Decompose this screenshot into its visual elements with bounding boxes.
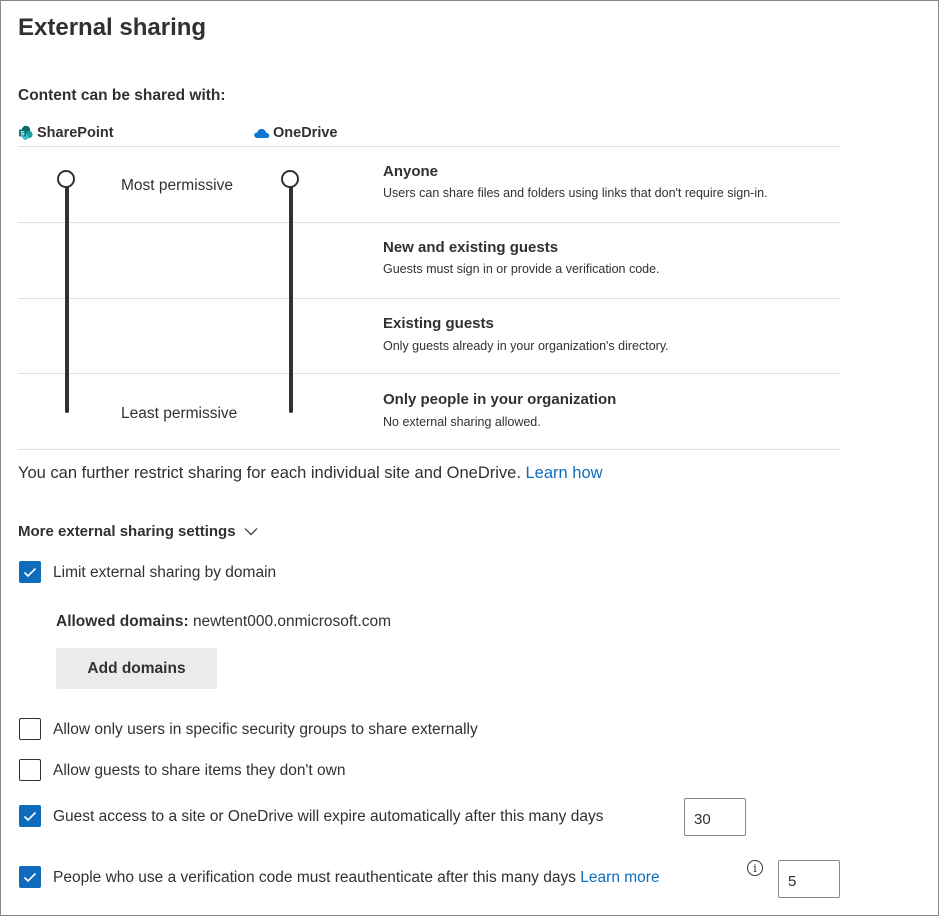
limit-domain-label: Limit external sharing by domain bbox=[53, 564, 277, 581]
restrict-sharing-info bbox=[18, 464, 603, 483]
onedrive-label: OneDrive bbox=[273, 125, 338, 141]
option-anyone-desc: Users can share files and folders using links that don't require sign-in. bbox=[383, 186, 768, 200]
sharepoint-header bbox=[18, 125, 114, 141]
option-new-existing-guests-desc: Guests must sign in or provide a verification code. bbox=[383, 262, 660, 276]
svg-text:S: S bbox=[20, 130, 25, 138]
option-anyone-title: Anyone bbox=[383, 163, 439, 180]
reauth-text: People who use a verification code must reauthenticate after this many days bbox=[53, 869, 576, 886]
guest-expire-days-input[interactable] bbox=[684, 798, 746, 836]
option-new-existing-guests-title: New and existing guests bbox=[383, 239, 559, 256]
reauth-days-input[interactable] bbox=[778, 860, 840, 898]
option-existing-guests-title: Existing guests bbox=[383, 315, 494, 332]
divider bbox=[18, 222, 840, 223]
checkmark-icon bbox=[23, 567, 37, 578]
guest-expire-checkbox[interactable] bbox=[19, 805, 41, 827]
limit-domain-checkbox[interactable] bbox=[19, 561, 41, 583]
divider bbox=[18, 298, 840, 299]
security-groups-label: Allow only users in specific security groups to share externally bbox=[53, 721, 478, 738]
chevron-down-icon bbox=[244, 527, 258, 536]
security-groups-checkbox[interactable] bbox=[19, 718, 41, 740]
more-sharing-settings-toggle[interactable] bbox=[18, 523, 258, 540]
reauth-checkbox[interactable] bbox=[19, 866, 41, 888]
guests-share-label: Allow guests to share items they don't own bbox=[53, 762, 346, 779]
least-permissive-label: Least permissive bbox=[121, 405, 238, 422]
content-shared-with-label: Content can be shared with: bbox=[18, 87, 226, 104]
onedrive-header bbox=[253, 125, 337, 141]
divider bbox=[18, 449, 840, 450]
allowed-domains-value: newtent000.onmicrosoft.com bbox=[192, 613, 392, 630]
guest-expire-label: Guest access to a site or OneDrive will expire automatically after this many days bbox=[53, 808, 604, 825]
checkmark-icon bbox=[23, 872, 37, 883]
info-icon[interactable]: i bbox=[747, 860, 763, 876]
onedrive-slider-handle[interactable] bbox=[281, 170, 299, 188]
checkmark-icon bbox=[23, 811, 37, 822]
more-sharing-settings-label: More external sharing settings bbox=[18, 523, 236, 540]
sharepoint-icon bbox=[18, 125, 34, 141]
learn-more-link[interactable]: Learn more bbox=[580, 869, 660, 886]
learn-how-link[interactable]: Learn how bbox=[525, 464, 603, 482]
divider bbox=[18, 146, 840, 147]
page-title: External sharing bbox=[18, 14, 207, 41]
allowed-domains bbox=[56, 613, 391, 631]
onedrive-icon bbox=[253, 127, 270, 139]
divider bbox=[18, 373, 840, 374]
most-permissive-label: Most permissive bbox=[121, 177, 233, 194]
sharepoint-label: SharePoint bbox=[37, 125, 114, 141]
reauth-label bbox=[53, 869, 660, 887]
option-existing-guests-desc: Only guests already in your organization's directory. bbox=[383, 339, 669, 353]
restrict-sharing-text: You can further restrict sharing for each individual site and OneDrive. bbox=[18, 464, 521, 482]
option-org-only-title: Only people in your organization bbox=[383, 391, 617, 408]
onedrive-slider-track[interactable] bbox=[289, 184, 293, 413]
add-domains-button[interactable]: Add domains bbox=[56, 648, 217, 689]
guests-share-checkbox[interactable] bbox=[19, 759, 41, 781]
sharepoint-slider-handle[interactable] bbox=[57, 170, 75, 188]
sharepoint-slider-track[interactable] bbox=[65, 184, 69, 413]
option-org-only-desc: No external sharing allowed. bbox=[383, 415, 541, 429]
allowed-domains-label: Allowed domains: bbox=[56, 613, 189, 630]
